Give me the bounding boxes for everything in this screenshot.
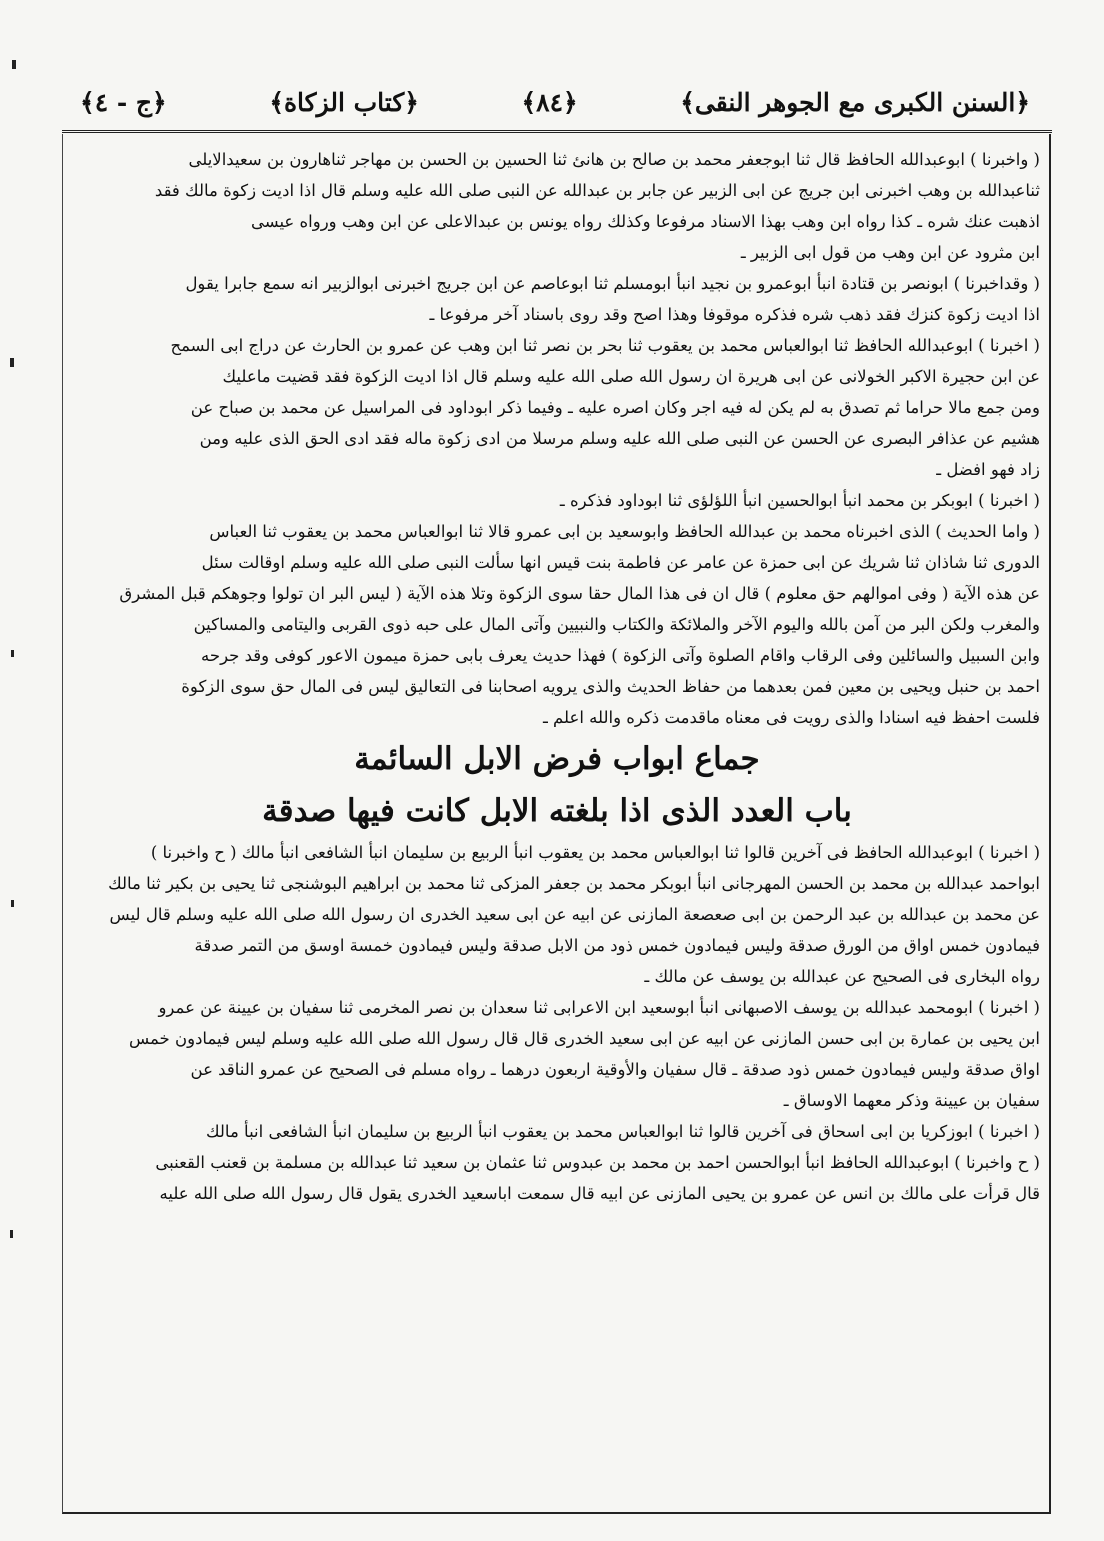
text-line: اذهبت عنك شره ـ كذا رواه ابن وهب بهذا الاسناد مرفوعا وكذلك رواه يونس بن عبدالاعلى عن ابن وهب ورواه عيسى xyxy=(250,212,1040,231)
text-line: ابن يحيى بن عمارة بن ابى حسن المازنى عن ابيه عن ابى سعيد الخدرى قال قال رسول الله صلى الله عليه وسلم ليس فيمادون خمس xyxy=(128,1029,1040,1048)
paragraph xyxy=(74,485,1040,516)
text-line: ثناعبدالله بن وهب اخبرنى ابن جريج عن ابى الزبير عن جابر بن عبدالله عن النبى صلى الله عليه وسلم قال اذا اديت زكوة مالك فقد xyxy=(154,181,1040,200)
text-line: سفيان بن عيينة وذكر معهما الاوساق ـ xyxy=(783,1091,1040,1110)
margin-mark xyxy=(12,60,16,69)
text-line: ( واخبرنا ) ابوعبدالله الحافظ قال ثنا ابوجعفر محمد بن صالح بن هانئ ثنا الحسين بن الحسن بن مهاجر ثناهارون بن سعيدالايلى xyxy=(188,150,1040,169)
paragraph xyxy=(74,837,1040,992)
margin-mark xyxy=(10,1230,13,1238)
margin-mark xyxy=(11,900,14,907)
chapter-title-2: باب العدد الذى اذا بلغته الابل كانت فيها صدقة xyxy=(262,793,852,829)
text-line: اذا اديت زكوة كنزك فقد ذهب شره فذكره موقوفا وهذا اصح وقد روى باسناد آخر مرفوعا ـ xyxy=(429,305,1040,324)
header-rule xyxy=(62,130,1052,133)
text-line: ( اخبرنا ) ابومحمد عبدالله بن يوسف الاصبهانى انبأ ابوسعيد ابن الاعرابى ثنا سعدان بن نصر المخرمى ثنا سفيان بن عيينة عن عمرو xyxy=(158,998,1040,1017)
paragraph xyxy=(74,992,1040,1116)
book-title: ﴿السنن الكبرى مع الجوهر النقى﴾ xyxy=(680,87,1030,117)
page-header xyxy=(62,78,1052,126)
text-line: وابن السبيل والسائلين وفى الرقاب واقام الصلوة وآتى الزكوة ) فهذا حديث يعرف بابى حمزة ميمون الاعور كوفى وقد جرحه xyxy=(201,646,1040,665)
text-line: ( اخبرنا ) ابوبكر بن محمد انبأ ابوالحسين انبأ اللؤلؤى ثنا ابوداود فذكره ـ xyxy=(559,491,1040,510)
section-title: ﴿كتاب الزكاة﴾ xyxy=(269,87,419,117)
page xyxy=(62,78,1052,1518)
paragraph xyxy=(74,268,1040,330)
paragraph xyxy=(74,516,1040,733)
volume-number: ﴿ج - ٤﴾ xyxy=(80,87,167,117)
text-line: ابن مثرود عن ابن وهب من قول ابى الزبير ـ xyxy=(740,243,1040,262)
text-line: ( اخبرنا ) ابوعبدالله الحافظ فى آخرين قالوا ثنا ابوالعباس محمد بن يعقوب انبأ الربيع بن سليمان انبأ الشافعى انبأ مالك ( ح واخبرنا ) xyxy=(150,843,1040,862)
text-line: ابواحمد عبدالله بن محمد بن الحسن المهرجانى انبأ ابوبكر محمد بن جعفر المزكى ثنا محمد بن ابراهيم البوشنجى ثنا يحيى بن بكير ثنا مالك xyxy=(108,874,1040,893)
text-line: ( اخبرنا ) ابوزكريا بن ابى اسحاق فى آخرين قالوا ثنا ابوالعباس محمد بن يعقوب انبأ الربيع بن سليمان انبأ الشافعى انبأ مالك xyxy=(206,1122,1040,1141)
text-line: احمد بن حنبل ويحيى بن معين فمن بعدهما من حفاظ الحديث والذى يرويه اصحابنا فى التعاليق ليس فى المال حق سوى الزكوة xyxy=(181,677,1040,696)
text-line: رواه البخارى فى الصحيح عن عبدالله بن يوسف عن مالك ـ xyxy=(644,967,1040,986)
chapter-title-1: جماع ابواب فرض الابل السائمة xyxy=(354,741,760,777)
page-number: ﴿٨٤﴾ xyxy=(521,87,578,117)
text-line: هشيم عن عذافر البصرى عن الحسن عن النبى صلى الله عليه وسلم مرسلا من ادى زكوة ماله فقد ادى الحق الذى عليه ومن xyxy=(199,429,1040,448)
margin-mark xyxy=(10,358,14,367)
text-line: ( واما الحديث ) الذى اخبرناه محمد بن عبدالله الحافظ وابوسعيد بن ابى عمرو قالا ثنا ابوالعباس محمد بن يعقوب ثنا العباس xyxy=(209,522,1040,541)
paragraph xyxy=(74,1116,1040,1209)
text-line: زاد فهو افضل ـ xyxy=(936,460,1040,479)
text-line: الدورى ثنا شاذان ثنا شريك عن ابى حمزة عن عامر عن فاطمة بنت قيس انها سألت النبى صلى الله عليه وسلم اوقالت سئل xyxy=(201,553,1040,572)
text-line: فيمادون خمس اواق من الورق صدقة وليس فيمادون خمس ذود من الابل صدقة وليس فيمادون خمسة اوسق من التمر صدقة xyxy=(194,936,1040,955)
text-line: ومن جمع مالا حراما ثم تصدق به لم يكن له فيه اجر وكان اصره عليه ـ وفيما ذكر ابوداود فى المراسيل عن محمد بن صباح عن xyxy=(190,398,1040,417)
text-line: عن محمد بن عبدالله بن عبد الرحمن بن ابى صعصعة المازنى عن ابيه عن ابى سعيد الخدرى ان رسول الله صلى الله عليه وسلم قال ليس xyxy=(109,905,1040,924)
text-line: فلست احفظ فيه اسنادا والذى رويت فى معناه ماقدمت ذكره والله اعلم ـ xyxy=(542,708,1040,727)
text-line: ( اخبرنا ) ابوعبدالله الحافظ ثنا ابوالعباس محمد بن يعقوب ثنا بحر بن نصر ثنا ابن وهب عن عمرو بن الحارث عن دراج ابى السمح xyxy=(170,336,1040,355)
page-body xyxy=(74,144,1040,1516)
text-line: عن ابن حجيرة الاكبر الخولانى عن ابى هريرة ان رسول الله صلى الله عليه وسلم قال اذا اديت الزكوة فقد قضيت ماعليك xyxy=(222,367,1040,386)
paragraph xyxy=(74,330,1040,485)
paragraph xyxy=(74,144,1040,268)
text-part-1 xyxy=(74,144,1040,733)
chapter-heading xyxy=(74,733,1040,837)
margin-mark xyxy=(11,650,14,657)
text-line: والمغرب ولكن البر من آمن بالله واليوم الآخر والملائكة والكتاب والنبيين وآتى المال على حبه ذوى القربى واليتامى والمساكين xyxy=(193,615,1040,634)
text-line: ( ح واخبرنا ) ابوعبدالله الحافظ انبأ ابوالحسن احمد بن محمد بن عبدوس ثنا عثمان بن سعيد ثنا عبدالله بن مسلمة بن قعنب القعنبى xyxy=(155,1153,1040,1172)
text-part-2 xyxy=(74,837,1040,1209)
text-line: عن هذه الآية ( وفى اموالهم حق معلوم ) قال ان فى هذا المال حقا سوى الزكوة وتلا هذه الآية ( ليس البر ان تولوا وجوهكم قبل المشرق xyxy=(119,584,1040,603)
text-line: اواق صدقة وليس فيمادون خمس ذود صدقة ـ قال سفيان والأوقية اربعون درهما ـ رواه مسلم فى الصحيح عن عمرو الناقد عن xyxy=(190,1060,1040,1079)
text-line: ( وقداخبرنا ) ابونصر بن قتادة انبأ ابوعمرو بن نجيد انبأ ابومسلم ثنا ابوعاصم عن ابن جريج اخبرنى ابوالزبير انه سمع جابرا يقول xyxy=(185,274,1040,293)
text-line: قال قرأت على مالك بن انس عن عمرو بن يحيى المازنى عن ابيه قال سمعت اباسعيد الخدرى يقول قال رسول الله صلى الله عليه xyxy=(159,1184,1040,1203)
